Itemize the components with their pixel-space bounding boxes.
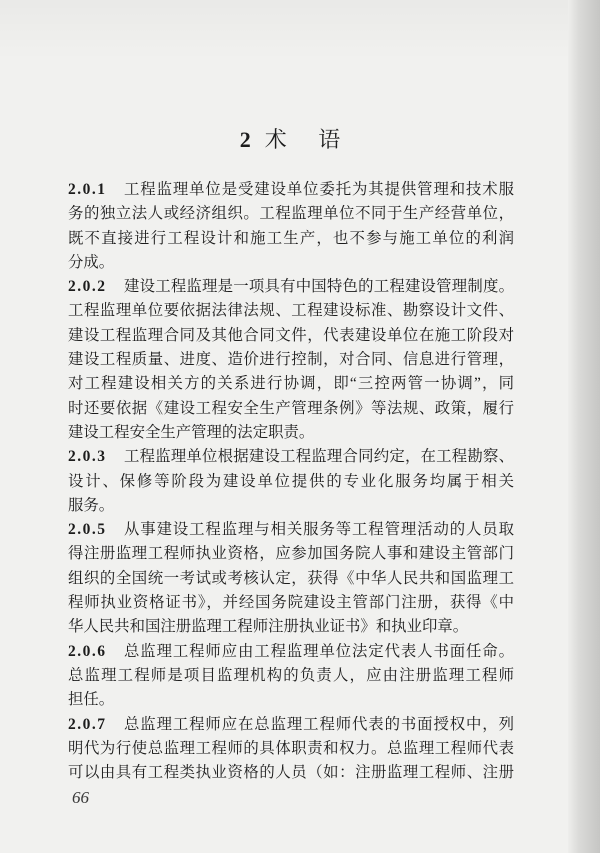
- clause-text-line: 建设工程监理是一项具有中国特色的工程建设管理制度。: [124, 278, 514, 296]
- clause-number: 2.0.6: [68, 642, 107, 660]
- clause-2-0-6: [68, 640, 514, 713]
- clause-first-line: [68, 445, 514, 469]
- clause-number: 2.0.7: [68, 715, 107, 733]
- clause-number: 2.0.3: [68, 448, 107, 466]
- clause-text-line: 华人民共和国注册监理工程师注册执业证书》和执业印章。: [68, 618, 469, 636]
- clause-number: 2.0.2: [68, 278, 107, 296]
- clause-text-line: 明代为行使总监理工程师的具体职责和权力。总监理工程师代表: [68, 739, 514, 757]
- page-number: 66: [72, 788, 89, 807]
- clause-first-line: [68, 178, 514, 202]
- clause-text-line: 分成。: [68, 253, 115, 271]
- clause-text-line: 服务。: [68, 496, 115, 514]
- clause-2-0-5: [68, 518, 514, 639]
- clause-text-line: 总监理工程师应在总监理工程师代表的书面授权中，列: [124, 715, 514, 733]
- clause-2-0-1: [68, 178, 514, 275]
- clause-text-line: 组织的全国统一考试或考核认定，获得《中华人民共和国监理工: [68, 569, 514, 587]
- clause-text-line: 工程监理单位是受建设单位委托为其提供管理和技术服: [124, 181, 514, 198]
- clause-text-line: 设计、保修等阶段为建设单位提供的专业化服务均属于相关: [68, 472, 514, 490]
- clause-text-line: 建设工程监理合同及其他合同文件，代表建设单位在施工阶段对: [68, 326, 514, 344]
- scan-shadow-top: [0, 0, 568, 60]
- clause-2-0-2: [68, 275, 514, 445]
- clause-2-0-3: [68, 445, 514, 518]
- clause-first-line: [68, 518, 514, 542]
- clause-number: 2.0.1: [68, 181, 107, 198]
- clause-text-line: 既不直接进行工程设计和施工生产，也不参与施工单位的利润: [68, 229, 514, 247]
- clause-number: 2.0.5: [68, 521, 107, 539]
- page-binding-edge: [568, 0, 600, 853]
- clause-first-line: [68, 275, 514, 299]
- clause-text-line: 时还要依据《建设工程安全生产管理条例》等法规、政策，履行: [68, 399, 514, 417]
- section-title: [68, 125, 512, 155]
- clause-text-line: 务的独立法人或经济组织。工程监理单位不同于生产经营单位，: [68, 205, 514, 223]
- clause-text-line: 建设工程质量、进度、造价进行控制，对合同、信息进行管理，: [68, 351, 514, 369]
- clause-2-0-7: [68, 713, 514, 786]
- clause-text-line: 对工程建设相关方的关系进行协调，即“三控两管一协调”，同: [68, 375, 514, 393]
- clause-first-line: [68, 713, 514, 737]
- clause-text-line: 总监理工程师是项目监理机构的负责人，应由注册监理工程师: [68, 666, 514, 684]
- clause-text-line: 总监理工程师应由工程监理单位法定代表人书面任命。: [124, 642, 514, 660]
- clause-text-line: 程师执业资格证书》，并经国务院建设主管部门注册，获得《中: [68, 594, 514, 612]
- clause-first-line: [68, 640, 514, 664]
- clause-text-line: 工程监理单位根据建设工程监理合同约定，在工程勘察、: [124, 448, 514, 466]
- document-body: [68, 178, 514, 785]
- clause-text-line: 建设工程安全生产管理的法定职责。: [68, 423, 315, 441]
- clause-text-line: 得注册监理工程师执业资格，应参加国务院人事和建设主管部门: [68, 545, 514, 563]
- clause-text-line: 工程监理单位要依据法律法规、工程建设标准、勘察设计文件、: [68, 302, 514, 320]
- section-number: 2: [239, 127, 251, 152]
- clause-text-line: 可以由具有工程类执业资格的人员（如：注册监理工程师、注册: [68, 764, 514, 782]
- clause-text-line: 担任。: [68, 691, 115, 709]
- clause-text-line: 从事建设工程监理与相关服务等工程管理活动的人员取: [124, 521, 514, 539]
- section-title-text: 术 语: [264, 127, 341, 152]
